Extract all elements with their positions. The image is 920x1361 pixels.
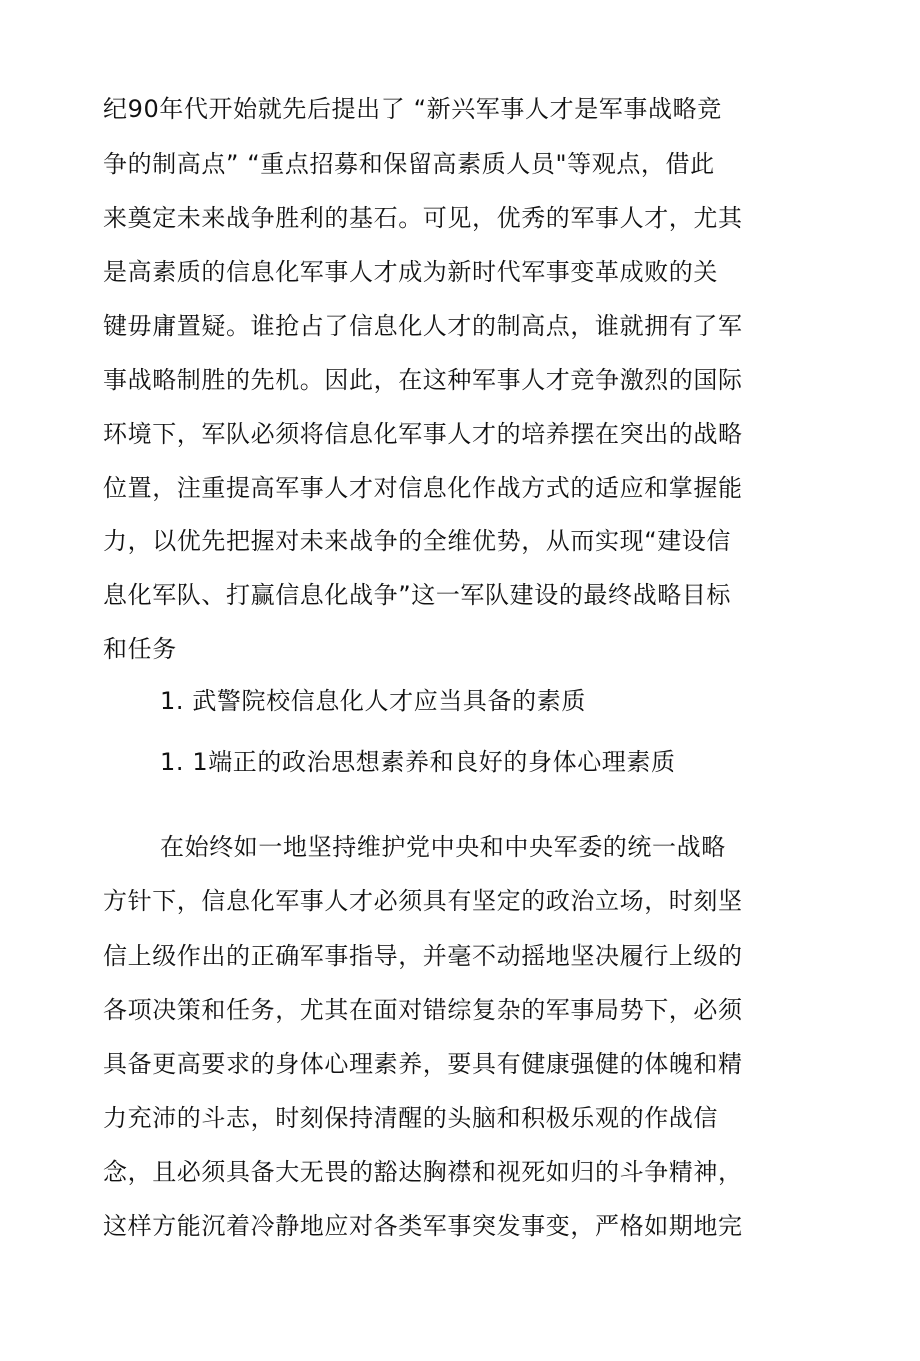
body-text-line: 信上级作出的正确军事指导，并毫不动摇地坚决履行上级的 (103, 942, 743, 970)
body-text-line: 息化军队、打赢信息化战争”这一军队建设的最终战略目标 (103, 581, 732, 609)
body-text-line: 力，以优先把握对未来战争的全维优势，从而实现“建设信 (103, 527, 732, 555)
body-text-line: 键毋庸置疑。谁抢占了信息化人才的制高点，谁就拥有了军 (103, 312, 743, 340)
section-heading: 1. 武警院校信息化人才应当具备的素质 (160, 687, 586, 715)
body-text-line: 事战略制胜的先机。因此，在这种军事人才竞争激烈的国际 (103, 366, 743, 394)
body-text-line: 在始终如一地坚持维护党中央和中央军委的统一战略 (160, 833, 726, 861)
subsection-heading: 1. 1端正的政治思想素养和良好的身体心理素质 (160, 748, 676, 776)
body-text-line: 念，且必须具备大无畏的豁达胸襟和视死如归的斗争精神， (103, 1158, 743, 1186)
body-text-line: 争的制高点” “重点招募和保留高素质人员"等观点，借此 (103, 150, 715, 178)
body-text-line: 环境下，军队必须将信息化军事人才的培养摆在突出的战略 (103, 420, 743, 448)
body-text-line: 力充沛的斗志，时刻保持清醒的头脑和积极乐观的作战信 (103, 1104, 718, 1132)
body-text-line: 来奠定未来战争胜利的基石。可见，优秀的军事人才，尤其 (103, 204, 743, 232)
body-text-line: 位置，注重提高军事人才对信息化作战方式的适应和掌握能 (103, 474, 743, 502)
body-text-line: 各项决策和任务，尤其在面对错综复杂的军事局势下，必须 (103, 996, 743, 1024)
body-text-line: 纪90年代开始就先后提出了 “新兴军事人才是军事战略竞 (103, 95, 722, 123)
body-text-line: 是高素质的信息化军事人才成为新时代军事变革成败的关 (103, 258, 718, 286)
body-text-line: 具备更高要求的身体心理素养，要具有健康强健的体魄和精 (103, 1050, 743, 1078)
body-text-line: 和任务 (103, 635, 177, 663)
body-text-line: 这样方能沉着冷静地应对各类军事突发事变，严格如期地完 (103, 1212, 743, 1240)
body-text-line: 方针下，信息化军事人才必须具有坚定的政治立场，时刻坚 (103, 887, 743, 915)
